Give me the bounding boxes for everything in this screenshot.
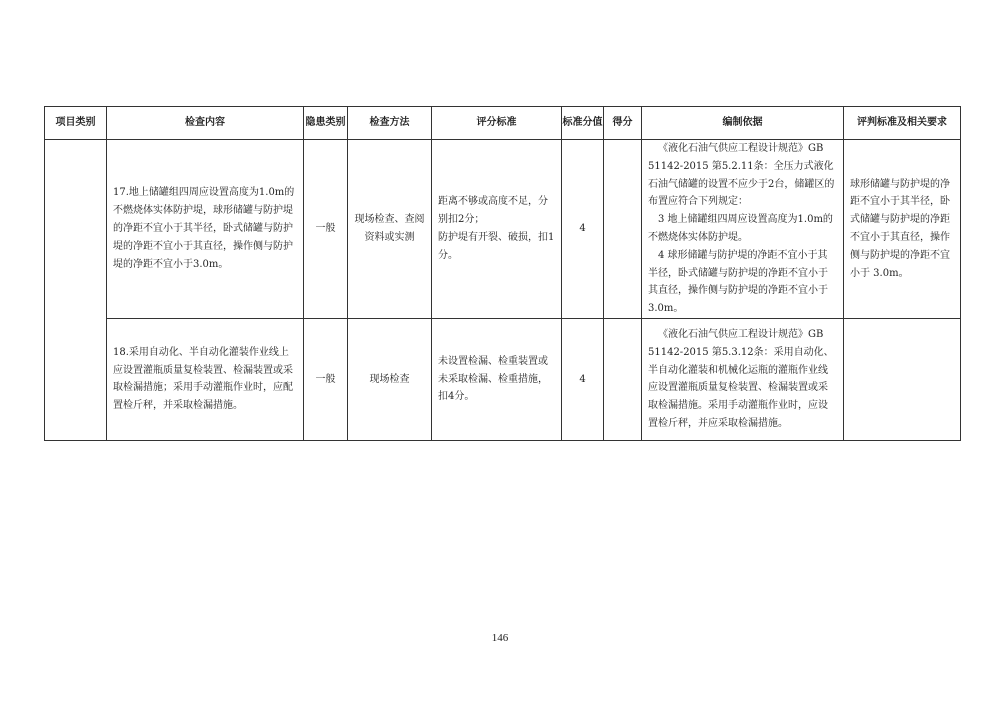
score-cell [604, 140, 642, 319]
hazard-cell: 一般 [304, 318, 348, 440]
content-cell: 17.地上储罐组四周应设置高度为1.0m的不燃烧体实体防护堤，球形储罐与防护堤的净距不宜小于其半径，卧式储罐与防护堤的净距不宜小于其直径，操作侧与防护堤的净距不宜小于3.0m。 [107, 140, 304, 319]
header-criteria: 评分标准 [432, 107, 562, 140]
basis-paragraph: 《液化石油气供应工程设计规范》GB 51142-2015 第5.3.12条：采用自动化、半自动化灌装和机械化运瓶的灌瓶作业线应设置灌瓶质量复检装置、检漏装置或采取检漏措施。采用手动灌瓶作业时，应设置检斤秤，并应采取检漏措施。 [648, 329, 834, 430]
method-cell: 现场检查 [348, 318, 432, 440]
criteria-cell [432, 140, 562, 319]
header-method: 检查方法 [348, 107, 432, 140]
header-score: 得分 [604, 107, 642, 140]
basis-cell [642, 140, 844, 319]
requirements-cell: 球形储罐与防护堤的净距不宜小于其半径，卧式储罐与防护堤的净距不宜小于其直径，操作侧与防护堤的净距不宜小于 3.0m。 [844, 140, 961, 319]
criteria-line: 防护堤有开裂、破损，扣1分。 [438, 231, 555, 261]
category-cell [45, 140, 107, 441]
score-std-cell: 4 [562, 318, 604, 440]
inspection-table [44, 106, 961, 441]
header-score-std: 标准分值 [562, 107, 604, 140]
header-hazard: 隐患类别 [304, 107, 348, 140]
table-row [45, 140, 961, 319]
hazard-cell: 一般 [304, 140, 348, 319]
header-basis: 编制依据 [642, 107, 844, 140]
requirements-cell [844, 318, 961, 440]
content-cell: 18.采用自动化、半自动化灌装作业线上应设置灌瓶质量复检装置、检漏装置或采取检漏措施；采用手动灌瓶作业时，应配置检斤秤，并采取检漏措施。 [107, 318, 304, 440]
criteria-cell: 未设置检漏、检重装置或未采取检漏、检重措施，扣4分。 [432, 318, 562, 440]
basis-paragraph: 《液化石油气供应工程设计规范》GB 51142-2015 第5.2.11条：全压力式液化石油气储罐的设置不应少于2台，储罐区的布置应符合下列规定： [648, 143, 835, 208]
basis-cell [642, 318, 844, 440]
header-requirements: 评判标准及相关要求 [844, 107, 961, 140]
basis-paragraph: 4 球形储罐与防护堤的净距不宜小于其半径，卧式储罐与防护堤的净距不宜小于其直径，操作侧与防护堤的净距不宜小于3.0m。 [648, 249, 828, 315]
basis-paragraph: 3 地上储罐组四周应设置高度为1.0m的不燃烧体实体防护堤。 [648, 214, 833, 243]
table-row [45, 318, 961, 440]
page-number: 146 [491, 632, 509, 644]
criteria-line: 距离不够或高度不足，分别扣2分； [438, 196, 548, 226]
header-category: 项目类别 [45, 107, 107, 140]
method-cell: 现场检查、查阅资料或实测 [348, 140, 432, 319]
score-cell [604, 318, 642, 440]
score-std-cell: 4 [562, 140, 604, 319]
header-content: 检查内容 [107, 107, 304, 140]
table-header-row [45, 107, 961, 140]
